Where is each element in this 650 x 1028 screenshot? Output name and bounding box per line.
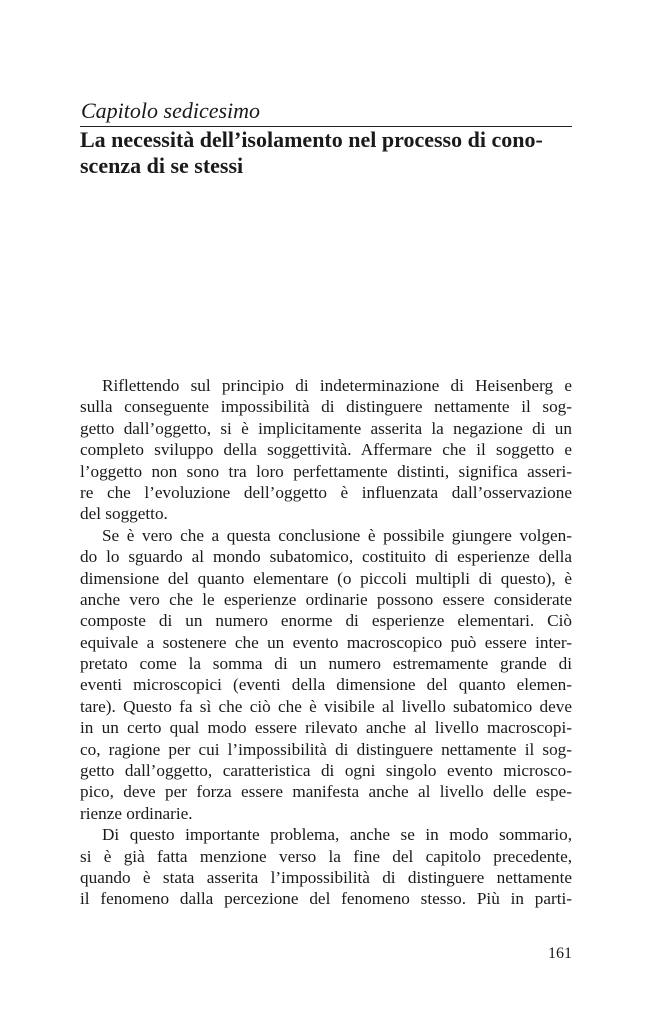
text-line: eventi microscopici (eventi della dimensione del quanto elemen- xyxy=(80,675,572,695)
text-line: dimensione del quanto elementare (o piccoli multipli di questo), è xyxy=(80,568,572,588)
text-line: composte di un numero enorme di esperienze elementari. Ciò xyxy=(80,611,572,631)
text-line: pico, deve per forza essere manifesta anche al livello delle espe- xyxy=(80,782,572,802)
text-line: il fenomeno dalla percezione del fenomeno stesso. Più in parti- xyxy=(80,889,572,909)
text-line: in un certo qual modo essere rilevato anche al livello macroscopi- xyxy=(80,718,572,738)
text-line: completo sviluppo della soggettività. Affermare che il soggetto e xyxy=(80,440,572,460)
text-line: getto dall’oggetto, caratteristica di ogni singolo evento microsco- xyxy=(80,761,572,781)
text-line: do lo sguardo al mondo subatomico, costituito di esperienze della xyxy=(80,547,572,567)
page-number: 161 xyxy=(548,945,572,962)
text-line: pretato come la somma di un numero estremamente grande di xyxy=(80,654,572,674)
chapter-label: Capitolo sedicesimo xyxy=(81,98,261,123)
text-line: sulla conseguente impossibilità di distinguere nettamente il sog- xyxy=(80,397,572,417)
text-line: l’oggetto non sono tra loro perfettamente distinti, significa asseri- xyxy=(80,461,572,481)
text-line: del soggetto. xyxy=(80,504,168,524)
text-line: Se è vero che a questa conclusione è possibile giungere volgen- xyxy=(102,525,572,545)
text-line: equivale a sostenere che un evento macroscopico può essere inter- xyxy=(80,632,572,652)
text-line: rienze ordinarie. xyxy=(80,803,193,823)
text-line: re che l’evoluzione dell’oggetto è influenzata dall’osservazione xyxy=(80,482,572,502)
text-line: Di questo importante problema, anche se in modo sommario, xyxy=(102,825,572,845)
body-text xyxy=(80,375,572,910)
text-line: Riflettendo sul principio di indeterminazione di Heisenberg e xyxy=(102,376,572,395)
text-line: quando è stata asserita l’impossibilità di distinguere nettamente xyxy=(80,867,572,887)
chapter-title-line: La necessità dell’isolamento nel processo di cono- xyxy=(80,127,543,152)
text-line: anche vero che le esperienze ordinarie possono essere considerate xyxy=(80,589,572,609)
text-line: co, ragione per cui l’impossibilità di distinguere nettamente il sog- xyxy=(80,739,572,759)
chapter-title xyxy=(80,127,572,179)
text-line: tare). Questo fa sì che ciò che è visibile al livello subatomico deve xyxy=(80,696,572,716)
text-line: getto dall’oggetto, si è implicitamente asserita la negazione di un xyxy=(80,418,572,438)
chapter-title-line: scenza di se stessi xyxy=(80,153,244,178)
text-line: si è già fatta menzione verso la fine del capitolo precedente, xyxy=(80,846,572,866)
